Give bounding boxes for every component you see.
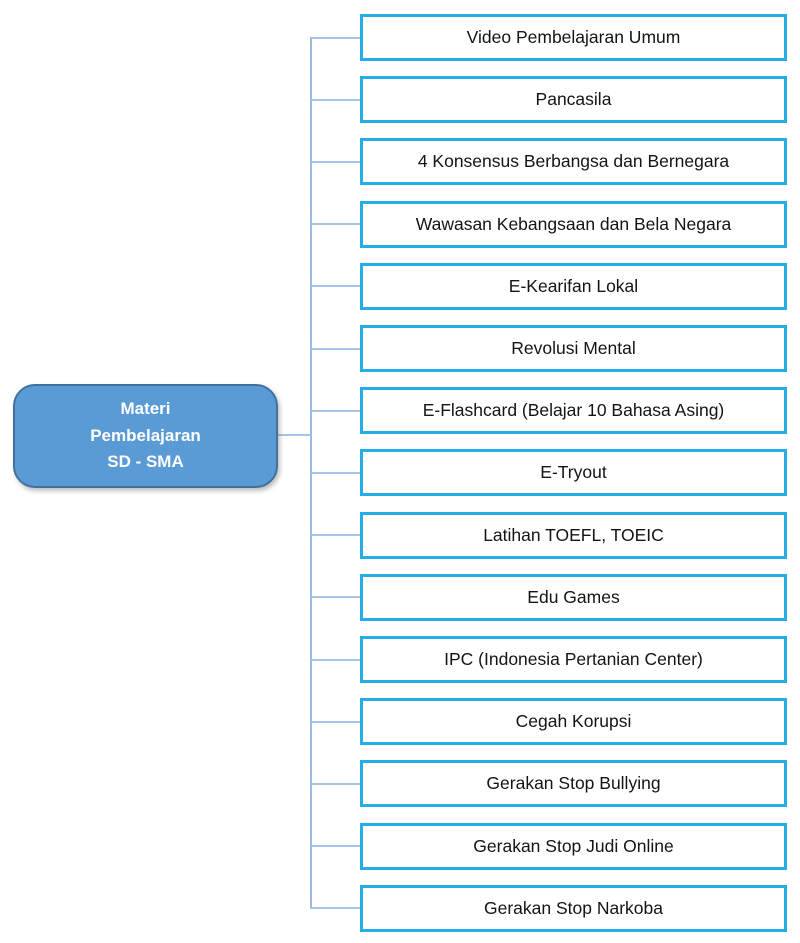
connector-branch — [311, 721, 360, 723]
connector-branch — [311, 845, 360, 847]
connector-branch — [311, 907, 360, 909]
root-node-label-line: Materi — [120, 399, 171, 419]
child-node-label: 4 Konsensus Berbangsa dan Bernegara — [417, 151, 730, 172]
connector-branch — [311, 285, 360, 287]
connector-branch — [311, 534, 360, 536]
root-node-label-line: SD - SMA — [107, 452, 184, 472]
connector-root-link — [277, 434, 311, 436]
child-node-label: Gerakan Stop Narkoba — [484, 897, 663, 918]
child-node-label: E-Tryout — [540, 462, 607, 483]
connector-branch — [311, 99, 360, 101]
child-node-label: Latihan TOEFL, TOEIC — [483, 524, 664, 545]
child-node-label: Pancasila — [535, 89, 612, 110]
connector-branch — [311, 161, 360, 163]
child-node-edu-games — [360, 574, 787, 621]
connector-branch — [311, 37, 360, 39]
child-node-gerakan-stop-judi-online — [360, 823, 787, 870]
child-node-e-kearifan-lokal — [360, 263, 787, 310]
child-node-label: E-Kearifan Lokal — [508, 275, 639, 296]
child-node-4-konsensus — [360, 138, 787, 185]
child-node-label: Revolusi Mental — [511, 338, 636, 358]
child-node-gerakan-stop-narkoba — [360, 885, 787, 932]
child-node-label: Edu Games — [527, 586, 620, 607]
child-node-e-flashcard — [360, 387, 787, 434]
child-node-label: Gerakan Stop Bullying — [486, 773, 661, 794]
connector-branch — [311, 348, 360, 350]
child-node-label: Gerakan Stop Judi Online — [473, 835, 674, 856]
child-node-revolusi-mental — [360, 325, 787, 372]
root-node-materi-pembelajaran — [13, 384, 278, 488]
connector-branch — [311, 659, 360, 661]
connector-branch — [311, 223, 360, 225]
child-node-wawasan-kebangsaan — [360, 201, 787, 248]
child-node-label: Wawasan Kebangsaan dan Bela Negara — [415, 213, 732, 234]
child-node-video-pembelajaran-umum — [360, 14, 787, 61]
connector-branch — [311, 472, 360, 474]
root-node-label-line: Pembelajaran — [90, 425, 201, 445]
child-node-label: E-Flashcard (Belajar 10 Bahasa Asing) — [422, 400, 725, 421]
child-node-ipc — [360, 636, 787, 683]
child-node-label: Video Pembelajaran Umum — [466, 27, 681, 47]
child-node-label: Cegah Korupsi — [515, 711, 632, 732]
connector-branch — [311, 410, 360, 412]
child-node-e-tryout — [360, 449, 787, 496]
child-node-gerakan-stop-bullying — [360, 760, 787, 807]
child-node-label: IPC (Indonesia Pertanian Center) — [444, 649, 703, 669]
connector-branch — [311, 596, 360, 598]
connector-branch — [311, 783, 360, 785]
child-node-latihan-toefl-toeic — [360, 512, 787, 559]
child-node-cegah-korupsi — [360, 698, 787, 745]
child-node-pancasila — [360, 76, 787, 123]
